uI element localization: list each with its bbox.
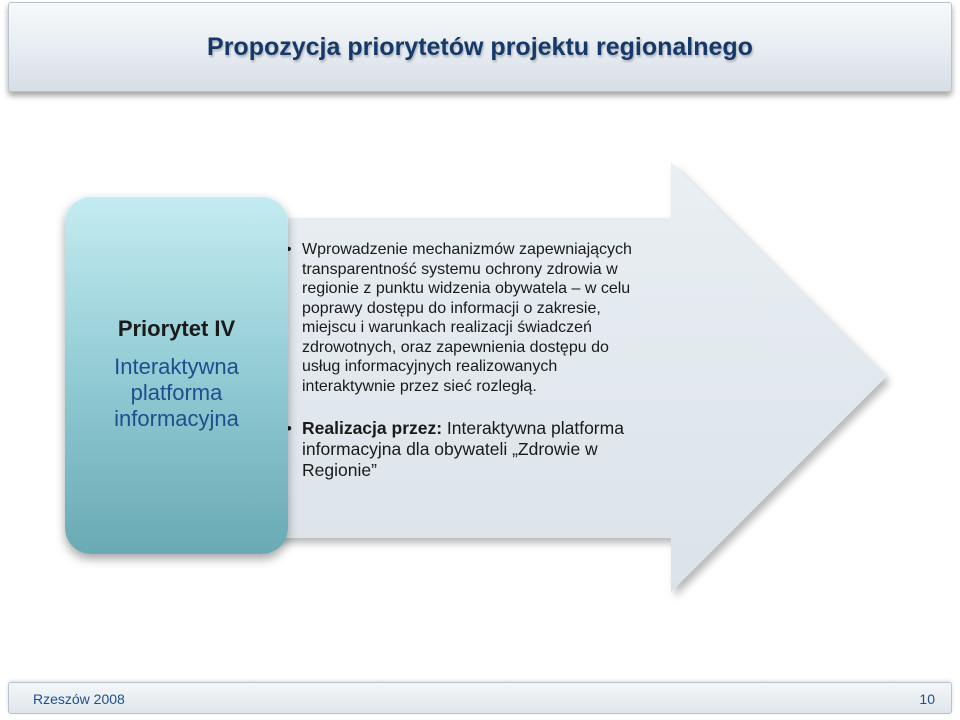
page-number: 10 [919,691,935,707]
priority-card [65,196,288,554]
priority-subtitle: Interaktywna platforma informacyjna [114,354,239,431]
footer-location-date: Rzeszów 2008 [33,691,125,707]
priority-title: Priorytet IV [117,316,236,341]
bullet-item-description: • Wprowadzenie mechanizmów zapewniających transparentność systemu ochrony zdrowia w regionie z punktu widzenia obywatela – w celu poprawy dostępu do informacji o zakresie, miejscu i warunkach realizacji świadczeń zdrowotnych, oraz zapewnienia dostępu do usług informacyjnych realizowanych interaktywnie przez sieć rozległą. [286,240,726,396]
arrow-bullet-list [286,240,726,481]
slide-title: Propozycja priorytetów projektu regionalnego [207,33,753,61]
realization-label: Realizacja przez: [302,418,443,438]
bullet-item-realization: • Realizacja przez: Interaktywna platforma informacyjna dla obywateli „Zdrowie w Regionie” [286,418,726,481]
footer-bar [8,682,952,714]
